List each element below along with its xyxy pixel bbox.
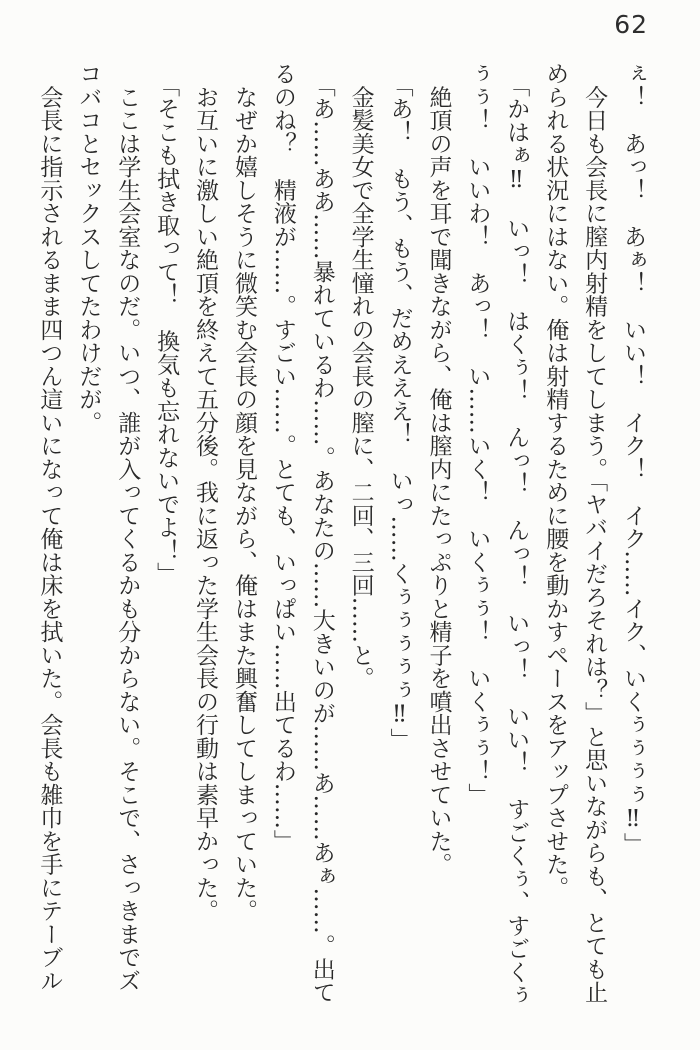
text-column: 「あ……ああ……暴れているわ……。あなたの……大きいのが……あ……あぁ……。出て <box>308 62 335 1004</box>
text-column: ここは学生会室なのだ。いつ、誰が入ってくるかも分からない。そこで、さっきまでズ <box>114 62 141 992</box>
text-column: なぜか嬉しそうに微笑む会長の顔を見ながら、俺はまた興奮してしまっていた。 <box>230 62 257 923</box>
text-column: るのね？ 精液が……。すごい……。とても、いっぱい……出てるわ……」 <box>269 62 296 853</box>
vertical-text-block <box>30 62 653 1020</box>
text-column: 「あ！ もう、もう、だめえええ！ いっ……くぅぅぅぅぅ‼」 <box>386 62 413 751</box>
text-column: 絶頂の声を耳で聞きながら、俺は膣内にたっぷりと精子を噴出させていた。 <box>425 62 452 876</box>
text-column: 今日も会長に膣内射精をしてしまう。「ヤバイだろそれは？」と思いながらも、とても止 <box>581 62 608 1004</box>
text-column: 金髪美女で全学生憧れの会長の膣に、二回、三回……と。 <box>347 62 374 690</box>
text-column: 会長に指示されるまま四つん這いになって俺は床を拭いた。会長も雑巾を手にテーブル <box>36 62 63 992</box>
text-column: お互いに激しい絶頂を終えて五分後。我に返った学生会長の行動は素早かった。 <box>192 62 219 923</box>
text-column: コバコとセックスしてたわけだが。 <box>75 62 102 434</box>
text-column: ぅぅ！ いいわ！ あっ！ い……いく！ いくぅぅ！ いくぅぅ！」 <box>464 62 491 806</box>
text-column: 「かはぁ‼ いっ！ はくぅ！ んっ！ んっ！ いっ！ いい！ すごくぅ、すごくぅ <box>503 62 530 1007</box>
text-column: められる状況にはない。俺は射精するために腰を動かすペースをアップさせた。 <box>542 62 569 899</box>
text-column: ぇ！ あっ！ あぁ！ いい！ イク！ イク……イク、いくぅぅぅぅ‼」 <box>620 62 646 856</box>
text-column: 「そこも拭き取って！ 換気も忘れないでよ！」 <box>153 62 180 586</box>
page-number: 62 <box>614 10 648 39</box>
